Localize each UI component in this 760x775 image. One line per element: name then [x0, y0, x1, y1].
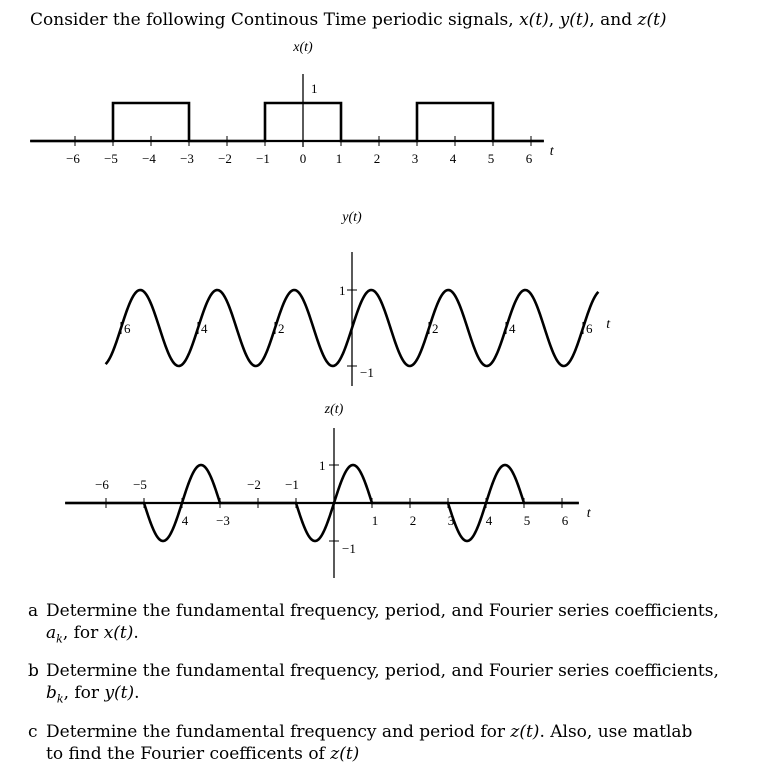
qb-fn: y(t) [104, 683, 135, 704]
x-tick-label: 2 [373, 151, 381, 166]
z-xtick-label-lower: 4 [485, 513, 493, 528]
qa-fn: x(t) [103, 623, 134, 643]
qa-end: . [133, 623, 139, 643]
z-xtick-label-lower: 3 [447, 513, 455, 528]
y-xtick-label: 6 [586, 321, 593, 336]
y-axis-label: t [606, 317, 611, 332]
z-xtick-label-upper: −2 [247, 477, 261, 492]
qb-coef: b [46, 683, 57, 704]
y-ytick-label-pos: 1 [339, 283, 346, 298]
question-b [28, 660, 728, 710]
question-b-text: Determine the fundamental frequency, period, and Fourier series coefficients, [46, 661, 719, 682]
y-xtick-label: 2 [432, 321, 439, 336]
qb-coef-sub: k [56, 692, 64, 706]
z-xtick-label-lower: 2 [409, 513, 417, 528]
y-signal-plot [0, 200, 760, 400]
y-xtick-label: 2 [278, 321, 285, 336]
x-signal-plot [0, 34, 760, 174]
intro-text: Consider the following Continous Time periodic signals, [30, 10, 520, 30]
x-tick-label: 4 [449, 151, 457, 166]
qa-rest: , for [62, 623, 104, 643]
qa-coef: a [46, 623, 57, 643]
qc-fn2: z(t) [330, 743, 360, 764]
qa-coef-sub: k [56, 632, 63, 646]
question-b-label: b [28, 661, 39, 682]
x-plot-title: x(t) [293, 40, 313, 55]
z-xtick-label-upper: −6 [95, 477, 109, 492]
z-xtick-label-lower: 1 [371, 513, 379, 528]
x-tick-label: 1 [335, 151, 343, 166]
z-ytick-label-pos: 1 [319, 458, 326, 473]
question-c-label: c [28, 721, 38, 742]
qc-fn1: z(t) [510, 721, 540, 742]
x-axis-label: t [549, 144, 554, 159]
x-tick-label: 6 [525, 151, 533, 166]
y-xtick-label: 4 [201, 321, 208, 336]
x-tick-label: −6 [66, 151, 80, 166]
qb-end: . [134, 683, 140, 704]
question-a-text: Determine the fundamental frequency, period, and Fourier series coefficients, [46, 601, 719, 621]
x-tick-label: −5 [104, 151, 118, 166]
z-plot-title: z(t) [324, 402, 344, 417]
y-xtick-label: 4 [509, 321, 516, 336]
z-ytick-label-neg: −1 [342, 541, 356, 556]
z-signal-name: z(t) [637, 10, 667, 30]
question-c [28, 721, 728, 765]
qc-text-a: Determine the fundamental frequency and period for [46, 721, 511, 742]
y-plot-title: y(t) [342, 210, 362, 225]
qc-text-b: . Also, use matlab [539, 721, 693, 742]
z-xtick-label-lower: 4 [181, 513, 189, 528]
y-signal-name: y(t) [559, 10, 590, 30]
intro-sep: , and [589, 10, 638, 30]
x-tick-label: 0 [299, 151, 307, 166]
z-xtick-label-lower: −3 [216, 513, 230, 528]
x-tick-label: 3 [411, 151, 419, 166]
x-pulse-train [30, 103, 544, 141]
qb-rest: , for [63, 683, 105, 704]
z-axis-label: t [586, 506, 591, 521]
intro-sep: , [548, 10, 560, 30]
x-tick-label: −3 [180, 151, 194, 166]
z-xtick-label-upper: −5 [133, 477, 147, 492]
x-tick-label: −2 [218, 151, 232, 166]
z-xtick-label-upper: −1 [285, 477, 299, 492]
x-tick-label: −1 [256, 151, 270, 166]
z-xtick-label-lower: 5 [523, 513, 531, 528]
problem-statement [30, 10, 667, 30]
x-tick-label: −4 [142, 151, 156, 166]
y-ytick-label-neg: −1 [360, 365, 374, 380]
x-tick-label: 5 [487, 151, 495, 166]
x-ytick-label: 1 [311, 81, 318, 96]
z-xtick-label-lower: 6 [561, 513, 569, 528]
qc-text-c: to find the Fourier coefficents of [46, 743, 331, 764]
z-signal-plot [0, 392, 760, 582]
y-xtick-label: 6 [124, 321, 131, 336]
question-list [28, 600, 728, 775]
question-a-label: a [28, 601, 39, 621]
x-signal-name: x(t) [519, 10, 549, 30]
question-a [28, 600, 728, 650]
